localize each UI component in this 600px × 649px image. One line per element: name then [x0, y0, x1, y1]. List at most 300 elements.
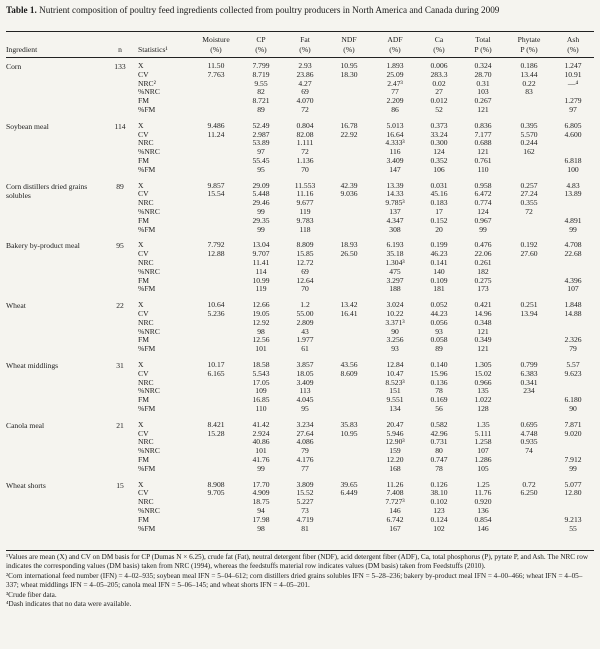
value-cell-fat: 70 — [301, 164, 309, 174]
value-cell-ash: 79 — [569, 344, 577, 354]
value-cell-total_p: 1.022 — [474, 395, 492, 405]
value-cell-cp: 109 — [255, 386, 267, 396]
value-cell-cp: 98 — [257, 326, 265, 336]
value-cell-ndf: 6.449 — [340, 488, 358, 498]
value-cell-ndf: 16.78 — [340, 120, 358, 130]
value-cell-total_p: 173 — [477, 284, 489, 294]
value-cell-ash: 22.68 — [564, 249, 582, 259]
value-cell-cp: 97 — [257, 147, 265, 157]
value-cell-cp: 8.719 — [252, 69, 270, 79]
value-cell-adf: 11.26 — [386, 479, 404, 489]
value-cell-cp: 18.58 — [252, 360, 270, 369]
statistic-label: NRC — [138, 497, 154, 507]
value-cell-fat: 0.804 — [296, 120, 314, 130]
ingredient-name: Wheat shorts — [6, 480, 46, 490]
value-cell-ca: 0.012 — [430, 96, 448, 106]
value-cell-fat: 72 — [301, 147, 309, 157]
value-cell-moisture: 10.64 — [207, 300, 225, 310]
value-cell-ndf: 26.50 — [340, 249, 358, 259]
value-cell-total_p: 124 — [477, 207, 489, 216]
value-cell-fat: 12.72 — [296, 258, 314, 267]
column-header-line2: (%) — [433, 44, 445, 54]
sample-count: 15 — [116, 480, 124, 490]
value-cell-fat: 4.27 — [298, 78, 312, 88]
value-cell-moisture: 11.50 — [207, 61, 225, 70]
value-cell-total_p: 121 — [477, 147, 489, 157]
value-cell-total_p: 0.261 — [474, 258, 492, 267]
value-cell-phytate_p: 5.570 — [520, 129, 538, 139]
value-cell-total_p: 0.348 — [474, 317, 492, 327]
value-cell-phytate_p: 0.341 — [520, 377, 538, 387]
value-cell-total_p: 136 — [477, 506, 489, 515]
top-rule — [6, 31, 594, 32]
footnote: ²Corn international feed number (IFN) = 4–02–935; soybean meal IFN = 5–04–612; corn distillers dried grains solubles IFN = 5–28–236; bakery by-product meal IFN = 4–00–466; wheat IFN = 4–05–337; wheat middlings IFN = 4–05–205; canola meal IFN = 5–06–145; and wheat shorts IFN = 4–05–201. — [6, 571, 583, 590]
value-cell-cp: 17.70 — [252, 479, 270, 489]
value-cell-moisture: 8.908 — [207, 479, 225, 489]
value-cell-ca: 0.124 — [430, 514, 448, 524]
value-cell-fat: 12.64 — [296, 275, 314, 285]
value-cell-adf: 3.371³ — [385, 317, 405, 327]
value-cell-cp: 13.04 — [252, 240, 270, 250]
sample-count: 133 — [114, 62, 126, 71]
value-cell-cp: 101 — [255, 344, 267, 354]
value-cell-adf: 5.013 — [386, 120, 404, 130]
value-cell-fat: 72 — [301, 105, 309, 114]
value-cell-ash: 13.89 — [564, 189, 582, 199]
statistic-label: CV — [138, 428, 149, 438]
value-cell-adf: 4.333³ — [385, 138, 405, 148]
table-row — [0, 465, 600, 474]
column-header-ingredient — [6, 35, 106, 54]
value-cell-ca: 0.140 — [430, 360, 448, 369]
column-header-line2: (%) — [255, 44, 267, 54]
value-cell-phytate_p: 0.395 — [520, 120, 538, 130]
sample-count: 22 — [116, 301, 124, 311]
value-cell-ca: 56 — [435, 404, 443, 413]
value-cell-fat: 69 — [301, 87, 309, 97]
value-cell-fat: 2.93 — [298, 61, 312, 70]
value-cell-ndf: 10.95 — [340, 61, 358, 70]
value-cell-ca: 80 — [435, 446, 443, 456]
value-cell-ca: 52 — [435, 105, 443, 114]
value-cell-ca: 38.10 — [430, 488, 448, 498]
value-cell-phytate_p: 0.257 — [520, 180, 538, 190]
value-cell-fat: 9.677 — [296, 198, 314, 208]
value-cell-fat: 27.64 — [296, 428, 314, 438]
value-cell-fat: 79 — [301, 446, 309, 456]
value-cell-moisture: 8.421 — [207, 419, 225, 429]
value-cell-ash: 5.077 — [564, 479, 582, 489]
value-cell-ndf: 22.92 — [340, 129, 358, 139]
value-cell-total_p: 6.472 — [474, 189, 492, 199]
value-cell-total_p: 107 — [477, 446, 489, 456]
value-cell-ndf: 13.42 — [340, 300, 358, 310]
value-cell-phytate_p: 0.72 — [522, 479, 536, 489]
statistic-label: FM — [138, 455, 149, 464]
column-header-statistics — [138, 35, 182, 54]
value-cell-fat: 1.111 — [296, 138, 314, 148]
statistic-label: X — [138, 360, 144, 369]
value-cell-ash: 6.180 — [564, 395, 582, 405]
value-cell-phytate_p: 13.44 — [520, 69, 538, 79]
value-cell-total_p: 1.258 — [474, 437, 492, 447]
value-cell-adf: 2.209 — [386, 96, 404, 106]
value-cell-ash: 2.326 — [564, 335, 582, 345]
value-cell-ash: 1.848 — [564, 300, 582, 310]
value-cell-cp: 5.543 — [252, 368, 270, 378]
statistic-label: %NRC — [138, 386, 160, 396]
column-header-line2: n — [118, 44, 122, 54]
value-cell-cp: 53.89 — [252, 138, 270, 148]
value-cell-fat: 4.176 — [296, 455, 314, 464]
value-cell-ca: 42.96 — [430, 428, 448, 438]
value-cell-ash: 100 — [567, 164, 579, 174]
value-cell-total_p: 182 — [477, 266, 489, 276]
value-cell-phytate_p: 162 — [523, 147, 535, 157]
table-row — [0, 336, 600, 345]
table-title: Nutrient composition of poultry feed ingredients collected from poultry producers in North America and Canada during 2009 — [39, 5, 500, 15]
value-cell-ca: 33.24 — [430, 129, 448, 139]
value-cell-ash: 1.247 — [564, 61, 582, 70]
value-cell-cp: 119 — [255, 284, 267, 294]
column-header-line2: (%) — [210, 44, 222, 54]
value-cell-cp: 17.98 — [252, 514, 270, 524]
statistic-label: NRC — [138, 198, 154, 208]
value-cell-cp: 41.42 — [252, 419, 270, 429]
statistic-label: X — [138, 300, 144, 310]
value-cell-cp: 9.707 — [252, 249, 270, 259]
value-cell-cp: 18.75 — [252, 497, 270, 507]
value-cell-fat: 2.809 — [296, 317, 314, 327]
table-footnotes — [6, 553, 594, 609]
value-cell-cp: 2.924 — [252, 428, 270, 438]
column-header-n — [111, 35, 129, 54]
value-cell-ca: 46.23 — [430, 249, 448, 259]
value-cell-cp: 82 — [257, 87, 265, 97]
value-cell-ash: 107 — [567, 284, 579, 294]
value-cell-total_p: 103 — [477, 87, 489, 97]
value-cell-adf: 9.785³ — [385, 198, 405, 208]
value-cell-moisture: 11.24 — [207, 129, 225, 139]
table-row — [0, 139, 600, 148]
value-cell-ndf: 35.83 — [340, 419, 358, 429]
value-cell-ash: 55 — [569, 523, 577, 533]
value-cell-ca: 0.152 — [430, 215, 448, 225]
table-row — [0, 516, 600, 525]
value-cell-adf: 188 — [389, 284, 401, 294]
value-cell-ca: 0.183 — [430, 198, 448, 208]
statistic-label: %FM — [138, 105, 156, 114]
table-row — [0, 396, 600, 405]
value-cell-ca: 0.02 — [432, 78, 446, 88]
value-cell-ndf: 39.65 — [340, 479, 358, 489]
value-cell-moisture: 10.17 — [207, 360, 225, 369]
column-header-line2: P (%) — [520, 44, 538, 54]
statistic-label: %NRC — [138, 326, 160, 336]
table-row — [0, 345, 600, 354]
value-cell-phytate_p: 13.94 — [520, 309, 538, 318]
value-cell-cp: 12.56 — [252, 335, 270, 345]
statistic-label: X — [138, 61, 144, 70]
value-cell-total_p: 121 — [477, 326, 489, 336]
value-cell-total_p: 1.25 — [476, 479, 490, 489]
value-cell-cp: 114 — [255, 266, 267, 276]
value-cell-fat: 70 — [301, 284, 309, 294]
value-cell-cp: 9.55 — [254, 78, 268, 88]
value-cell-adf: 6.193 — [386, 240, 404, 250]
value-cell-cp: 2.987 — [252, 129, 270, 139]
value-cell-moisture: 5.236 — [207, 309, 225, 318]
statistic-label: CV — [138, 249, 149, 259]
value-cell-cp: 110 — [255, 404, 267, 413]
value-cell-phytate_p: 0.799 — [520, 360, 538, 369]
value-cell-total_p: 0.920 — [474, 497, 492, 507]
value-cell-phytate_p: 0.186 — [520, 61, 538, 70]
value-cell-total_p: 99 — [479, 224, 487, 234]
value-cell-ca: 44.23 — [430, 309, 448, 318]
value-cell-adf: 93 — [391, 344, 399, 354]
statistic-label: CV — [138, 189, 149, 199]
value-cell-phytate_p: 0.251 — [520, 300, 538, 310]
value-cell-cp: 55.45 — [252, 156, 270, 165]
value-cell-total_p: 14.96 — [474, 309, 492, 318]
column-header-total_p — [466, 35, 500, 54]
column-header-line1: Phytate — [517, 35, 541, 44]
column-header-phytate_p — [512, 35, 546, 54]
value-cell-ca: 0.102 — [430, 497, 448, 507]
statistic-label: X — [138, 120, 144, 130]
value-cell-adf: 25.09 — [386, 69, 404, 79]
ingredient-name: Corn distillers dried grains solubles — [6, 181, 88, 200]
value-cell-moisture: 7.792 — [207, 240, 225, 250]
value-cell-ash: 4.600 — [564, 129, 582, 139]
value-cell-total_p: 0.421 — [474, 300, 492, 310]
value-cell-ca: 0.747 — [430, 455, 448, 464]
statistic-label: CV — [138, 309, 149, 318]
value-cell-phytate_p: 0.22 — [522, 78, 536, 88]
value-cell-fat: 1.977 — [296, 335, 314, 345]
statistic-label: %NRC — [138, 207, 160, 216]
statistic-label: X — [138, 419, 144, 429]
table-row — [0, 285, 600, 294]
value-cell-adf: 90 — [391, 326, 399, 336]
statistic-label: X — [138, 240, 144, 250]
statistic-label: %FM — [138, 224, 156, 234]
value-cell-total_p: 11.76 — [474, 488, 492, 498]
value-cell-adf: 159 — [389, 446, 401, 456]
value-cell-ca: 20 — [435, 224, 443, 234]
value-cell-adf: 16.64 — [386, 129, 404, 139]
value-cell-adf: 3.297 — [386, 275, 404, 285]
value-cell-fat: 77 — [301, 463, 309, 473]
value-cell-ash: 9.020 — [564, 428, 582, 438]
value-cell-cp: 10.99 — [252, 275, 270, 285]
value-cell-fat: 9.783 — [296, 215, 314, 225]
value-cell-ash: 4.396 — [564, 275, 582, 285]
value-cell-moisture: 6.165 — [207, 368, 225, 378]
value-cell-ca: 0.109 — [430, 275, 448, 285]
column-header-line1: NDF — [341, 35, 357, 44]
value-cell-ndf: 16.41 — [340, 309, 358, 318]
value-cell-fat: 81 — [301, 523, 309, 533]
column-header-line1: Total — [475, 35, 491, 44]
value-cell-fat: 8.809 — [296, 240, 314, 250]
value-cell-total_p: 1.305 — [474, 360, 492, 369]
value-cell-phytate_p: 72 — [525, 207, 533, 216]
value-cell-adf: 10.22 — [386, 309, 404, 318]
column-header-line2: (%) — [299, 44, 311, 54]
column-header-line2: Statistics¹ — [138, 44, 168, 54]
value-cell-cp: 101 — [255, 446, 267, 456]
value-cell-ca: 0.136 — [430, 377, 448, 387]
value-cell-adf: 10.47 — [386, 368, 404, 378]
value-cell-fat: 3.409 — [296, 377, 314, 387]
value-cell-phytate_p: 27.24 — [520, 189, 538, 199]
value-cell-cp: 16.85 — [252, 395, 270, 405]
value-cell-adf: 168 — [389, 463, 401, 473]
value-cell-adf: 147 — [389, 164, 401, 174]
statistic-label: CV — [138, 488, 149, 498]
statistic-label: %FM — [138, 463, 156, 473]
value-cell-ca: 140 — [433, 266, 445, 276]
column-header-line1: CP — [256, 35, 266, 44]
value-cell-ash: 5.57 — [566, 360, 580, 369]
statistic-label: CV — [138, 129, 149, 139]
value-cell-fat: 113 — [299, 386, 311, 396]
value-cell-total_p: 105 — [477, 463, 489, 473]
ingredient-name: Soybean meal — [6, 121, 49, 131]
value-cell-ndf: 42.39 — [340, 180, 358, 190]
value-cell-fat: 69 — [301, 266, 309, 276]
value-cell-phytate_p: 4.748 — [520, 428, 538, 438]
statistic-label: X — [138, 479, 144, 489]
table-row — [0, 106, 600, 115]
value-cell-adf: 2.47³ — [387, 78, 403, 88]
value-cell-moisture: 15.54 — [207, 189, 225, 199]
table-row — [0, 498, 600, 507]
value-cell-adf: 475 — [389, 266, 401, 276]
statistic-label: CV — [138, 69, 149, 79]
table-row — [0, 277, 600, 286]
value-cell-fat: 15.52 — [296, 488, 314, 498]
value-cell-fat: 4.070 — [296, 96, 314, 106]
footnote: ⁴Dash indicates that no data were available. — [6, 600, 132, 609]
statistic-label: NRC — [138, 317, 154, 327]
bottom-rule — [6, 550, 594, 551]
value-cell-phytate_p: 6.383 — [520, 368, 538, 378]
value-cell-ash: 12.80 — [564, 488, 582, 498]
table-caption — [6, 4, 594, 16]
value-cell-ca: 0.582 — [430, 419, 448, 429]
value-cell-total_p: 0.476 — [474, 240, 492, 250]
value-cell-ash: 1.279 — [564, 96, 582, 106]
statistic-label: NRC² — [138, 78, 156, 88]
column-header-line1: Ca — [434, 35, 444, 44]
value-cell-cp: 12.92 — [252, 317, 270, 327]
value-cell-ash: 99 — [569, 463, 577, 473]
value-cell-fat: 3.857 — [296, 360, 314, 369]
sample-count: 31 — [116, 361, 124, 370]
value-cell-ca: 0.006 — [430, 61, 448, 70]
value-cell-cp: 98 — [257, 523, 265, 533]
value-cell-fat: 55.00 — [296, 309, 314, 318]
value-cell-ca: 0.058 — [430, 335, 448, 345]
statistic-label: %FM — [138, 404, 156, 413]
column-header-line1: ADF — [387, 35, 403, 44]
value-cell-ash: 90 — [569, 404, 577, 413]
statistic-label: %NRC — [138, 506, 160, 515]
column-header-line2: Ingredient — [6, 44, 38, 54]
value-cell-adf: 1.304³ — [385, 258, 405, 267]
column-header-line2: (%) — [343, 44, 355, 54]
value-cell-adf: 8.523³ — [385, 377, 405, 387]
value-cell-ca: 0.169 — [430, 395, 448, 405]
value-cell-fat: 61 — [301, 344, 309, 354]
statistic-label: %NRC — [138, 266, 160, 276]
value-cell-cp: 29.35 — [252, 215, 270, 225]
value-cell-fat: 1.136 — [296, 156, 314, 165]
statistic-label: NRC — [138, 258, 154, 267]
value-cell-total_p: 7.177 — [474, 129, 492, 139]
value-cell-total_p: 15.02 — [474, 368, 492, 378]
value-cell-ash: 4.891 — [564, 215, 582, 225]
value-cell-moisture: 15.28 — [207, 428, 225, 438]
table-row — [0, 456, 600, 465]
value-cell-phytate_p: 0.355 — [520, 198, 538, 208]
value-cell-total_p: 0.967 — [474, 215, 492, 225]
value-cell-ash: 6.805 — [564, 120, 582, 130]
value-cell-adf: 308 — [389, 224, 401, 234]
statistic-label: FM — [138, 395, 149, 405]
value-cell-adf: 13.39 — [386, 180, 404, 190]
value-cell-cp: 94 — [257, 506, 265, 515]
value-cell-ca: 78 — [435, 386, 443, 396]
value-cell-cp: 89 — [257, 105, 265, 114]
value-cell-total_p: 128 — [477, 404, 489, 413]
value-cell-adf: 151 — [389, 386, 401, 396]
value-cell-ca: 102 — [433, 523, 445, 533]
value-cell-cp: 7.799 — [252, 61, 270, 70]
ingredient-name: Wheat middlings — [6, 361, 59, 370]
value-cell-phytate_p: 27.60 — [520, 249, 538, 259]
statistic-label: NRC — [138, 138, 154, 148]
value-cell-adf: 5.946 — [386, 428, 404, 438]
table-row — [0, 438, 600, 447]
column-header-line1: Moisture — [202, 35, 230, 44]
value-cell-cp: 52.49 — [252, 120, 270, 130]
value-cell-ca: 0.052 — [430, 300, 448, 310]
value-cell-ca: 283.3 — [430, 69, 448, 79]
value-cell-fat: 95 — [301, 404, 309, 413]
value-cell-ca: 0.126 — [430, 479, 448, 489]
value-cell-total_p: 0.966 — [474, 377, 492, 387]
statistic-label: X — [138, 180, 144, 190]
value-cell-cp: 40.86 — [252, 437, 270, 447]
value-cell-cp: 12.66 — [252, 300, 270, 310]
value-cell-total_p: 0.267 — [474, 96, 492, 106]
value-cell-adf: 167 — [389, 523, 401, 533]
value-cell-total_p: 1.35 — [476, 419, 490, 429]
table-row — [0, 97, 600, 106]
value-cell-total_p: 135 — [477, 386, 489, 396]
value-cell-fat: 15.85 — [296, 249, 314, 259]
sample-count: 95 — [116, 241, 124, 251]
value-cell-cp: 41.76 — [252, 455, 270, 464]
value-cell-ca: 45.16 — [430, 189, 448, 199]
value-cell-adf: 12.84 — [386, 360, 404, 369]
table-row — [0, 319, 600, 328]
statistic-label: %NRC — [138, 446, 160, 456]
